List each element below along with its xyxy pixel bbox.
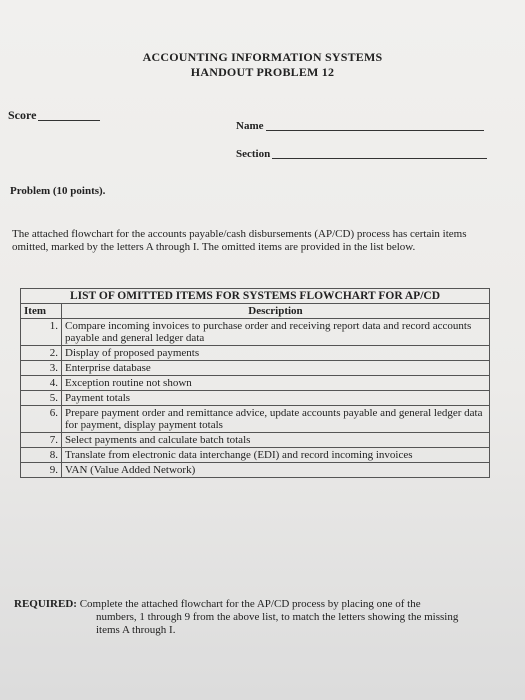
item-number: 9.: [21, 463, 62, 478]
table-row: [21, 433, 490, 448]
item-number: 1.: [21, 319, 62, 346]
item-number: 2.: [21, 346, 62, 361]
table-row: [21, 391, 490, 406]
title-line-1: ACCOUNTING INFORMATION SYSTEMS: [142, 50, 383, 64]
required-line-1: Complete the attached flowchart for the AP/CD process by placing one of the: [79, 598, 421, 610]
item-number: 3.: [21, 361, 62, 376]
table-row: [21, 361, 490, 376]
item-description: Compare incoming invoices to purchase order and receiving report data and record accounts payable and general ledger data: [62, 319, 490, 346]
item-description: Translate from electronic data interchange (EDI) and record incoming invoices: [62, 448, 490, 463]
table-title: LIST OF OMITTED ITEMS FOR SYSTEMS FLOWCHART FOR AP/CD: [21, 289, 490, 304]
item-number: 5.: [21, 391, 62, 406]
omitted-items-table: [20, 288, 490, 478]
problem-heading: Problem (10 points).: [10, 185, 106, 197]
table-row: [21, 463, 490, 478]
item-description: VAN (Value Added Network): [62, 463, 490, 478]
table-row: [21, 406, 490, 433]
required-label: REQUIRED:: [14, 598, 77, 610]
section-label: Section: [236, 148, 271, 160]
table-row: [21, 319, 490, 346]
column-header-description: Description: [62, 304, 490, 319]
item-description: Display of proposed payments: [62, 346, 490, 361]
score-blank-line[interactable]: [38, 120, 100, 121]
item-description: Payment totals: [62, 391, 490, 406]
table-row: [21, 376, 490, 391]
score-field: [8, 108, 100, 123]
item-description: Enterprise database: [62, 361, 490, 376]
score-label: Score: [8, 108, 37, 122]
title-line-2: HANDOUT PROBLEM 12: [190, 65, 335, 79]
column-header-item: Item: [21, 304, 62, 319]
item-number: 8.: [21, 448, 62, 463]
item-description: Exception routine not shown: [62, 376, 490, 391]
required-instructions: [14, 598, 504, 637]
name-label: Name: [236, 120, 264, 132]
name-field: [236, 120, 484, 132]
item-description: Prepare payment order and remittance advice, update accounts payable and general ledger data for payment, display payment totals: [62, 406, 490, 433]
item-number: 6.: [21, 406, 62, 433]
intro-paragraph: The attached flowchart for the accounts payable/cash disbursements (AP/CD) process has certain items omitted, marked by the letters A through I. The omitted items are provided in the list below.: [12, 228, 467, 253]
required-line-3: items A through I.: [96, 624, 176, 636]
section-blank-line[interactable]: [272, 158, 487, 159]
name-blank-line[interactable]: [266, 130, 484, 131]
table-row: [21, 448, 490, 463]
required-line-2: numbers, 1 through 9 from the above list, to match the letters showing the missing: [96, 611, 459, 623]
section-field: [236, 148, 487, 160]
handout-title: [0, 50, 525, 80]
table-row: [21, 346, 490, 361]
item-number: 4.: [21, 376, 62, 391]
item-number: 7.: [21, 433, 62, 448]
item-description: Select payments and calculate batch totals: [62, 433, 490, 448]
